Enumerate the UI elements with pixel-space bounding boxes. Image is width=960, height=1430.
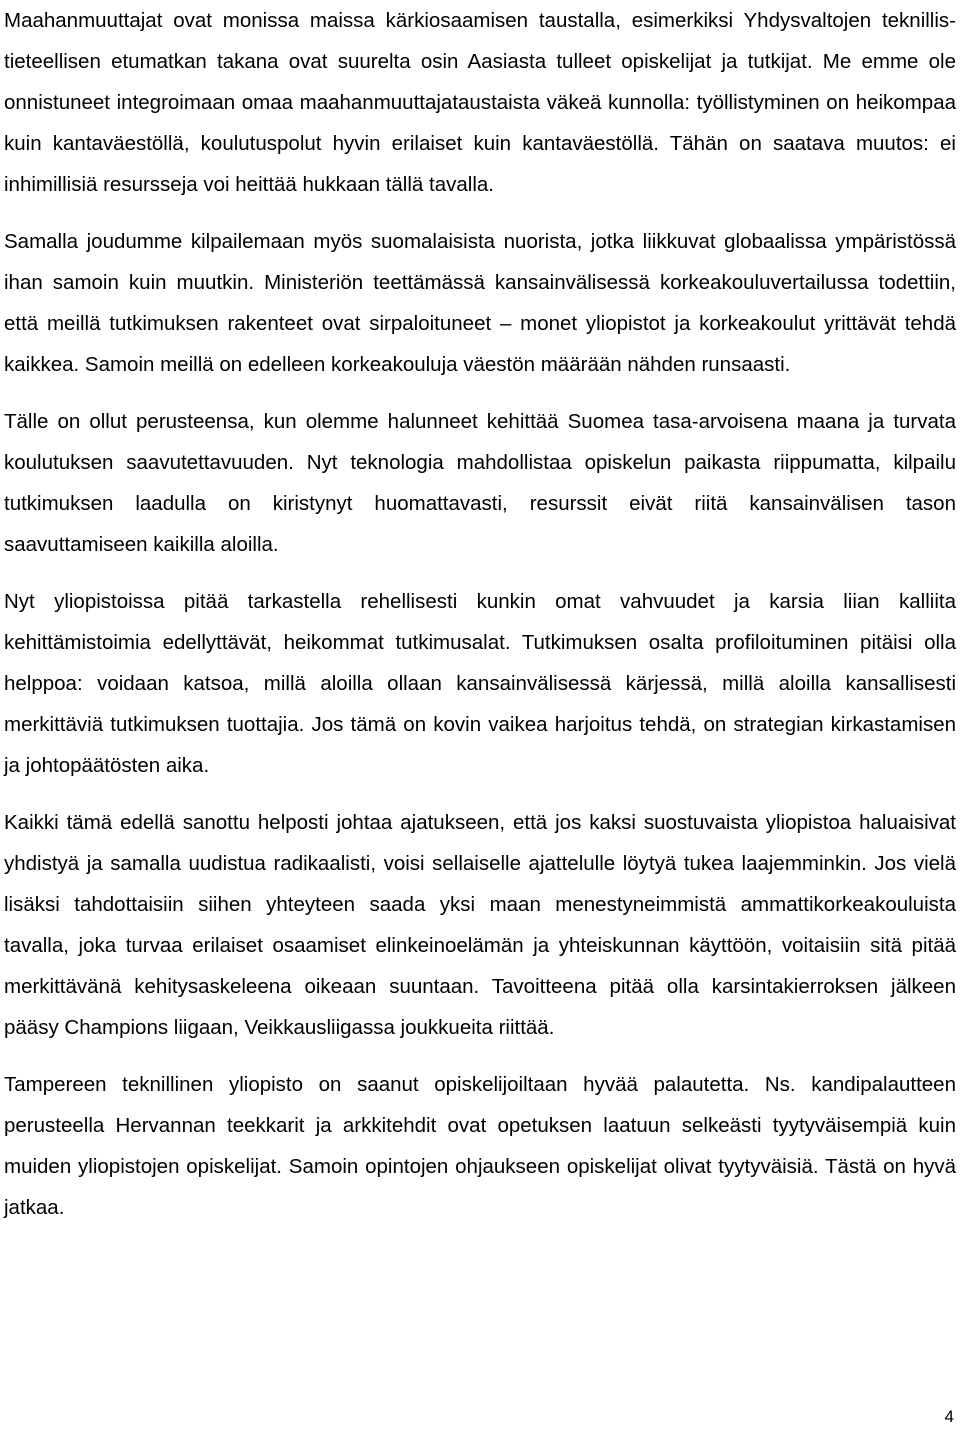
paragraph-2: Samalla joudumme kilpailemaan myös suomalaisista nuorista, jotka liikkuvat globaalissa ympäristössä ihan samoin kuin muutkin. Ministeriön teettämässä kansainvälisessä korkeakouluvertailussa todettiin, että meillä tutkimuksen rakenteet ovat sirpaloituneet – monet yliopistot ja korkeakoulut yrittävät tehdä kaikkea. Samoin meillä on edelleen korkeakouluja väestön määrään nähden runsaasti. xyxy=(4,230,956,376)
paragraph-4: Nyt yliopistoissa pitää tarkastella rehellisesti kunkin omat vahvuudet ja karsia liian kalliita kehittämistoimia edellyttävät, heikommat tutkimusalat. Tutkimuksen osalta profiloituminen pitäisi olla helppoa: voidaan katsoa, millä aloilla ollaan kansainvälisessä kärjessä, millä aloilla kansallisesti merkittäviä tutkimuksen tuottajia. Jos tämä on kovin vaikea harjoitus tehdä, on strategian kirkastamisen ja johtopäätösten aika. xyxy=(4,590,956,777)
paragraph-6: Tampereen teknillinen yliopisto on saanut opiskelijoiltaan hyvää palautetta. Ns. kandipalautteen perusteella Hervannan teekkarit ja arkkitehdit ovat opetuksen laatuun selkeästi tyytyväisempiä kuin muiden yliopistojen opiskelijat. Samoin opintojen ohjaukseen opiskelijat olivat tyytyväisiä. Tästä on hyvä jatkaa. xyxy=(4,1073,956,1219)
document-body xyxy=(4,0,956,1228)
page-number: 4 xyxy=(944,1407,954,1426)
paragraph-3: Tälle on ollut perusteensa, kun olemme halunneet kehittää Suomea tasa-arvoisena maana ja turvata koulutuksen saavutettavuuden. Nyt teknologia mahdollistaa opiskelun paikasta riippumatta, kilpailu tutkimuksen laadulla on kiristynyt huomattavasti, resurssit eivät riitä kansainvälisen tason saavuttamiseen kaikilla aloilla. xyxy=(4,410,956,556)
paragraph-5: Kaikki tämä edellä sanottu helposti johtaa ajatukseen, että jos kaksi suostuvaista yliopistoa haluaisivat yhdistyä ja samalla uudistua radikaalisti, voisi sellaiselle ajattelulle löytyä tukea laajemminkin. Jos vielä lisäksi tahdottaisiin siihen yhteyteen saada yksi maan menestyneimmistä ammattikorkeakouluista tavalla, joka turvaa erilaiset osaamiset elinkeinoelämän ja yhteiskunnan käyttöön, voitaisiin sitä pitää merkittävänä kehitysaskeleena oikeaan suuntaan. Tavoitteena pitää olla karsintakierroksen jälkeen pääsy Champions liigaan, Veikkausliigassa joukkueita riittää. xyxy=(4,811,956,1039)
paragraph-1: Maahanmuuttajat ovat monissa maissa kärkiosaamisen taustalla, esimerkiksi Yhdysvaltojen teknillis-tieteellisen etumatkan takana ovat suurelta osin Aasiasta tulleet opiskelijat ja tutkijat. Me emme ole onnistuneet integroimaan omaa maahanmuuttajataustaista väkeä kunnolla: työllistyminen on heikompaa kuin kantaväestöllä, koulutuspolut hyvin erilaiset kuin kantaväestöllä. Tähän on saatava muutos: ei inhimillisiä resursseja voi heittää hukkaan tällä tavalla. xyxy=(4,9,956,196)
